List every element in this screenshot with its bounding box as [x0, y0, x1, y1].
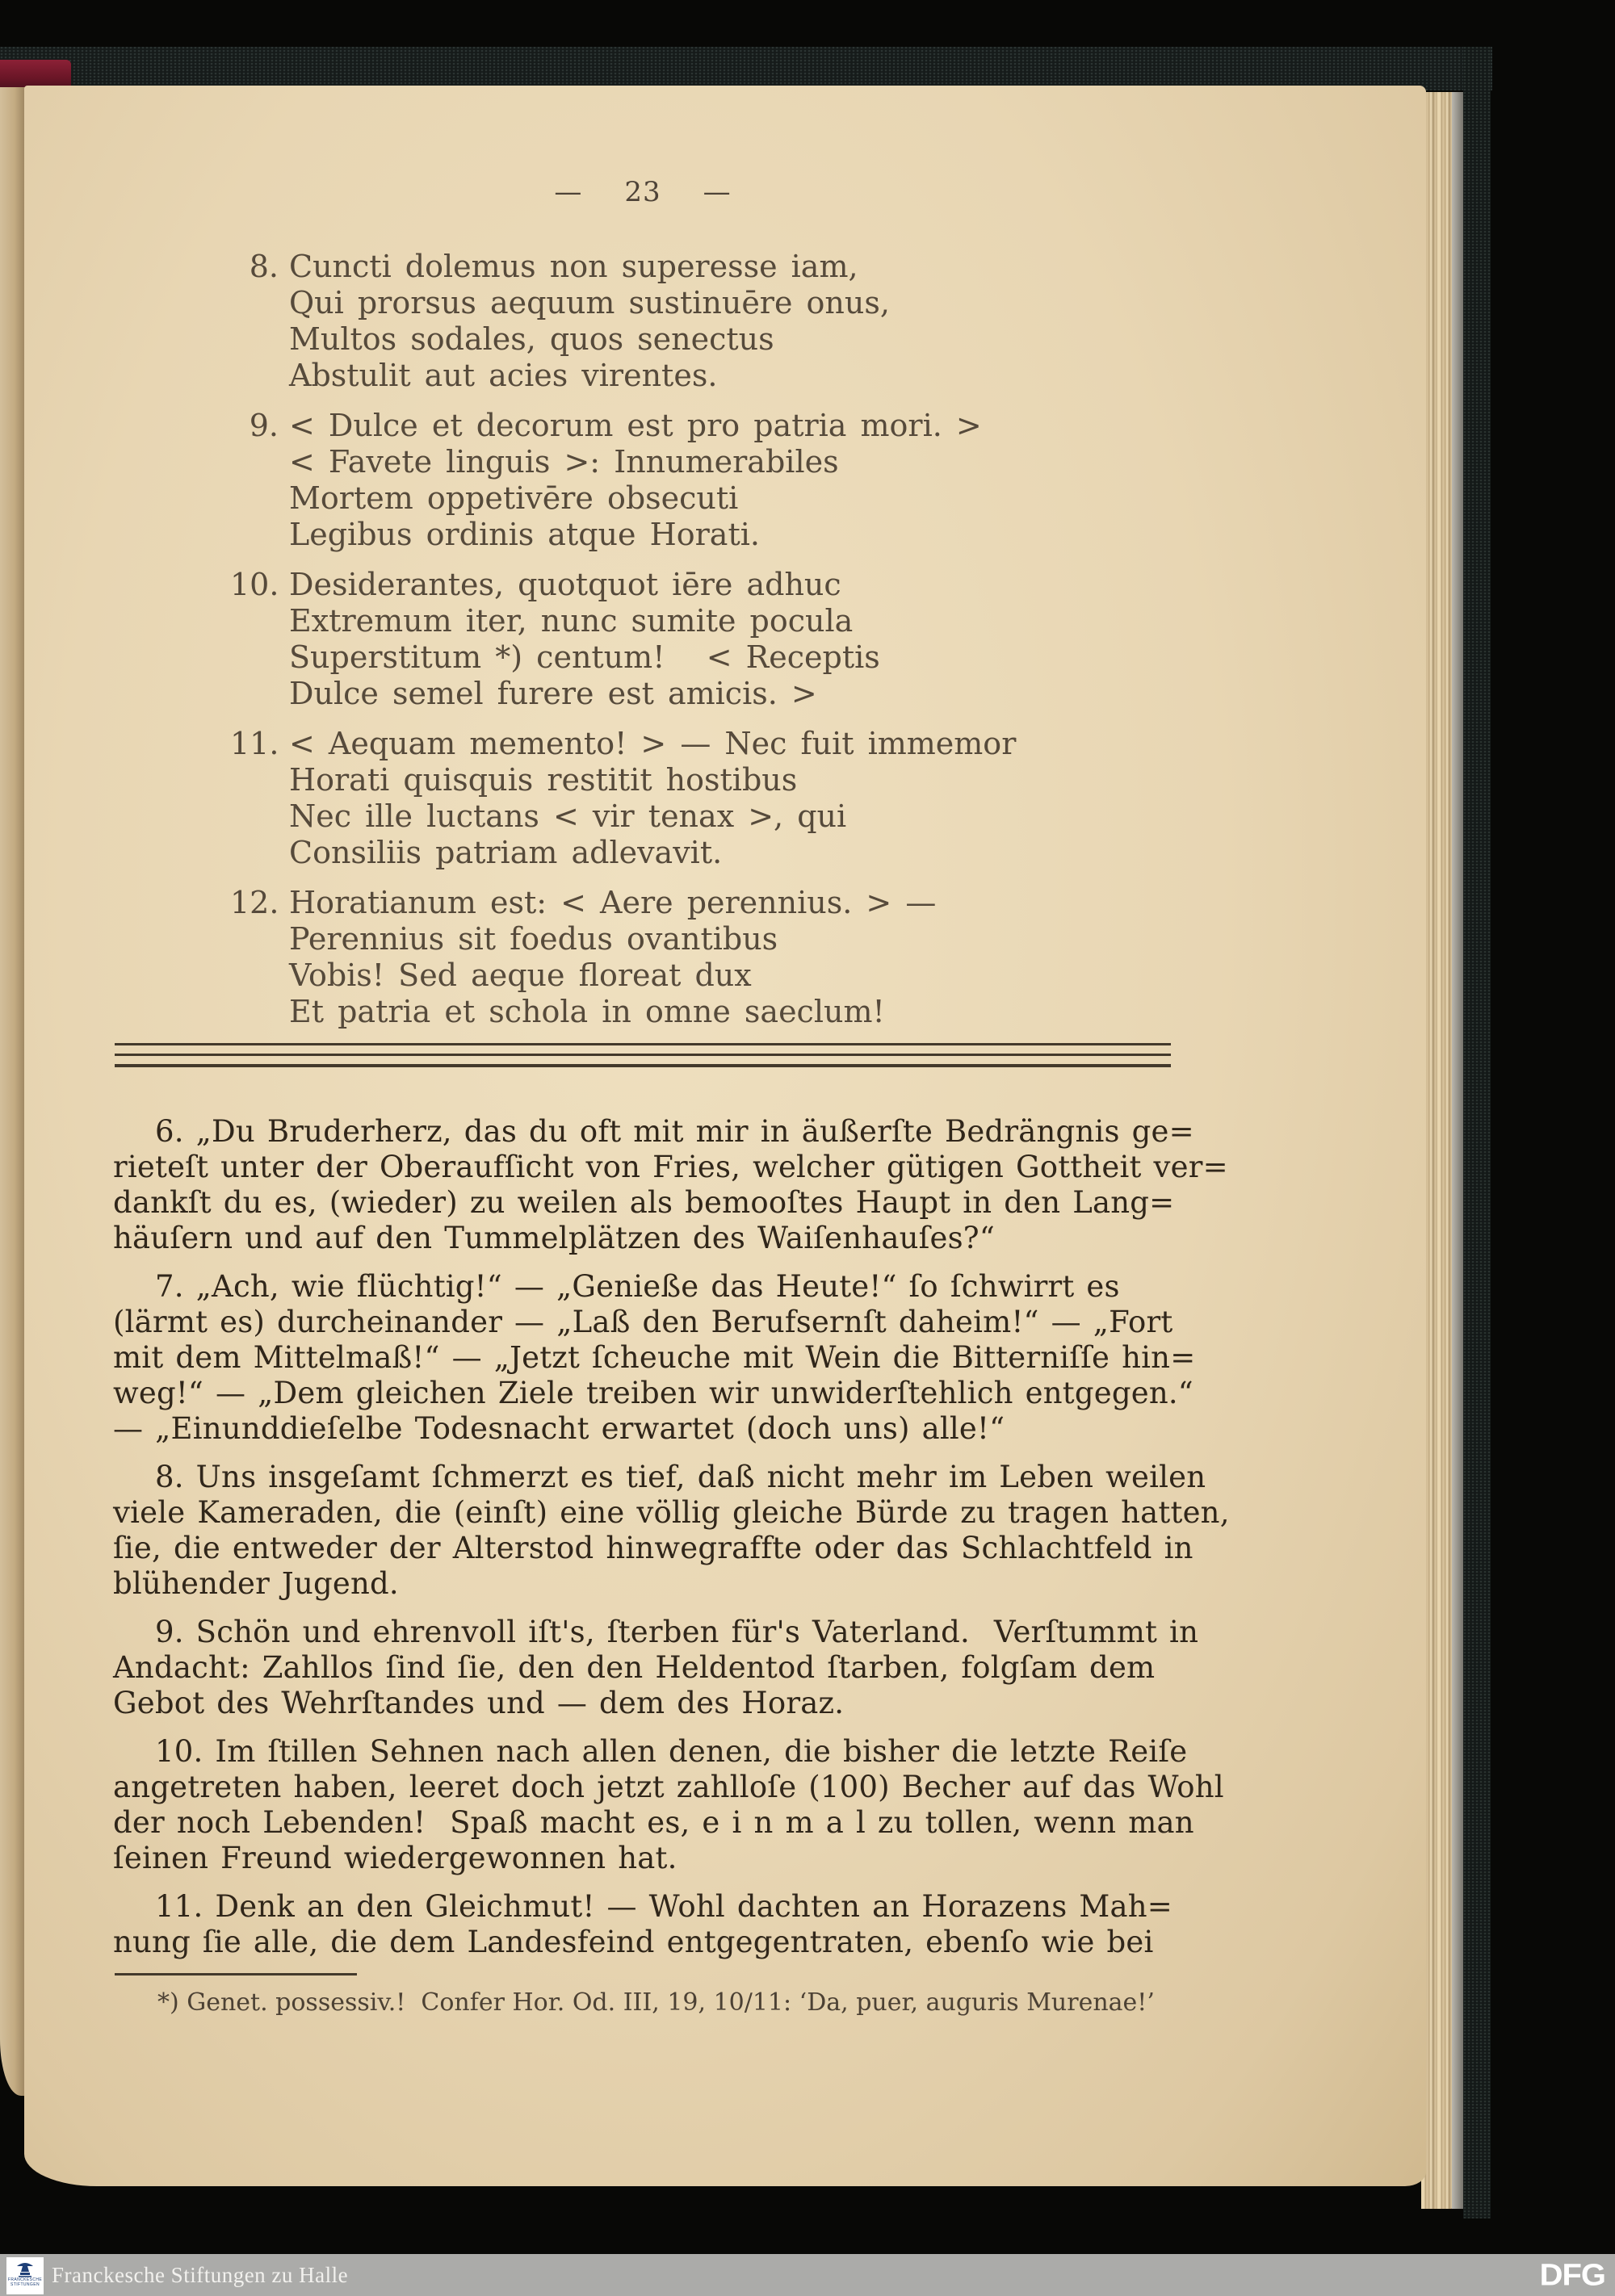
- verse-line: < Dulce et decorum est pro patria mori. >: [289, 408, 982, 443]
- text-line: 7. „Ach, wie flüchtig!“ — „Genieße das Heute!“ ſo ſchwirrt es: [155, 1269, 1120, 1304]
- text-line: der noch Lebenden! Spaß macht es, e i n m a l zu tollen, wenn man: [113, 1805, 1194, 1840]
- text-line: 8. Uns insgeſamt ſchmerzt es tief, daß nicht mehr im Leben weilen: [155, 1460, 1206, 1494]
- verse-9: [230, 408, 1016, 553]
- text-line: 9. Schön und ehrenvoll iſt's, ſterben für's Vaterland. Verſtummt in: [155, 1615, 1199, 1649]
- text-line: weg!“ — „Dem gleichen Ziele treiben wir unwiderſtehlich entgegen.“: [113, 1376, 1193, 1410]
- verse-number: 8.: [249, 249, 279, 284]
- text-line: blühender Jugend.: [113, 1566, 399, 1601]
- verse-line: Horati quisquis restitit hostibus: [289, 762, 798, 798]
- verse-line: Et patria et schola in omne saeclum!: [289, 994, 885, 1029]
- verse-12: [230, 885, 1016, 1030]
- verse-line: Horatianum est: < Aere perennius. > —: [289, 885, 937, 920]
- page-number-dash-right: —: [703, 176, 732, 208]
- verse-line: Perennius sit foedus ovantibus: [289, 921, 778, 957]
- verse-line: Cuncti dolemus non superesse iam,: [289, 249, 858, 284]
- paragraph-10: [113, 1734, 1224, 1876]
- franckesche-stiftungen-logo: [6, 2257, 44, 2294]
- verse-number: 10.: [230, 567, 279, 602]
- verse-line: Desiderantes, quotquot iēre adhuc: [289, 567, 841, 602]
- verse-line: Qui prorsus aequum sustinuēre onus,: [289, 285, 890, 321]
- text-line: häuſern und auf den Tummelplätzen des Waiſenhauſes?“: [113, 1221, 995, 1255]
- text-line: viele Kameraden, die (einſt) eine völlig gleiche Bürde zu tragen hatten,: [113, 1495, 1230, 1530]
- text-line: ſeinen Freund wiedergewonnen hat.: [113, 1841, 677, 1875]
- text-line: ſie, die entweder der Alterstod hinwegraffte oder das Schlachtfeld in: [113, 1531, 1193, 1565]
- eagle-emblem-icon: [15, 2260, 36, 2277]
- page-number-value: 23: [624, 176, 661, 208]
- footnote-text: *) Genet. possessiv.! Confer Hor. Od. III, 19, 10/11: ‘Da, puer, auguris Murenae!’: [157, 1988, 1155, 2017]
- text-line: — „Einunddieſelbe Todesnacht erwartet (doch uns) alle!“: [113, 1411, 1005, 1446]
- text-line: Gebot des Wehrſtandes und — dem des Horaz.: [113, 1686, 845, 1720]
- verse-line: Legibus ordinis atque Horati.: [289, 517, 760, 552]
- logo-caption-line1: FRANCKESCHE: [7, 2277, 43, 2282]
- verse-line: Mortem oppetivēre obsecuti: [289, 480, 739, 516]
- verse-line: Multos sodales, quos senectus: [289, 321, 774, 357]
- text-line: nung ſie alle, die dem Landesfeind entgegentraten, ebenſo wie bei: [113, 1925, 1154, 1959]
- verse-line: < Favete linguis >: Innumerabiles: [289, 444, 839, 480]
- verse-line: < Aequam memento! > — Nec fuit immemor: [289, 726, 1017, 761]
- paragraph-7: [113, 1269, 1196, 1447]
- page-number: [113, 176, 1172, 208]
- verse-10: [230, 567, 1016, 712]
- institution-name: Franckesche Stiftungen zu Halle: [52, 2263, 349, 2287]
- verse-line: Nec ille luctans < vir tenax >, qui: [289, 798, 847, 834]
- verse-line: Consiliis patriam adlevavit.: [289, 835, 723, 870]
- paragraph-9: [113, 1615, 1199, 1721]
- book-cover-top-edge: [0, 47, 1492, 90]
- verse-number: 12.: [230, 885, 279, 920]
- latin-verse-block: [230, 249, 1016, 1044]
- text-line: dankſt du es, (wieder) zu weilen als bemooſtes Haupt in den Lang=: [113, 1185, 1175, 1220]
- verse-number: 11.: [230, 726, 279, 761]
- text-line: 10. Im ſtillen Sehnen nach allen denen, die bisher die letzte Reiſe: [155, 1734, 1188, 1769]
- text-line: (lärmt es) durcheinander — „Laß den Berufsernſt daheim!“ — „Fort: [113, 1305, 1173, 1339]
- paragraph-6: [113, 1114, 1228, 1256]
- paragraph-8: [113, 1460, 1230, 1602]
- verse-number: 9.: [249, 408, 279, 443]
- adjacent-page-gutter-edge: [0, 87, 27, 2096]
- book-page: [24, 86, 1426, 2186]
- page-stack-shadow-edge: [1452, 92, 1463, 2209]
- text-line: mit dem Mittelmaß!“ — „Jetzt ſcheuche mit Wein die Bitterniſſe hin=: [113, 1340, 1196, 1375]
- footnote-separator-rule: [115, 1973, 357, 1975]
- section-divider-rules: [115, 1043, 1171, 1067]
- text-line: Andacht: Zahllos ſind ſie, den den Heldentod ſtarben, folgſam dem: [113, 1650, 1156, 1685]
- verse-line: Superstitum *) centum! < Receptis: [289, 639, 880, 675]
- verse-line: Extremum iter, nunc sumite pocula: [289, 603, 854, 639]
- dfg-logo: DFG: [1539, 2257, 1605, 2293]
- text-line: 11. Denk an den Gleichmut! — Wohl dachten an Horazens Mah=: [155, 1889, 1172, 1924]
- text-line: angetreten haben, leeret doch jetzt zahlloſe (100) Becher auf das Wohl: [113, 1770, 1224, 1804]
- verse-line: Abstulit aut acies virentes.: [289, 358, 718, 393]
- page-number-dash-left: —: [554, 176, 583, 208]
- verse-line: Vobis! Sed aeque floreat dux: [289, 957, 752, 993]
- logo-caption-line2: STIFTUNGEN: [10, 2282, 40, 2287]
- verse-8: [230, 249, 1016, 394]
- text-line: 6. „Du Bruderherz, das du oft mit mir in äußerſte Bedrängnis ge=: [155, 1114, 1194, 1149]
- book-cover-right-edge: [1463, 47, 1491, 2218]
- text-line: rieteſt unter der Oberaufſicht von Fries, welcher gütigen Gottheit ver=: [113, 1150, 1228, 1184]
- german-translation-block: [113, 1114, 1230, 1973]
- verse-line: Dulce semel furere est amicis. >: [289, 676, 817, 711]
- viewer-footer-bar: [0, 2254, 1615, 2296]
- paragraph-11: [113, 1889, 1184, 1960]
- verse-11: [230, 726, 1016, 871]
